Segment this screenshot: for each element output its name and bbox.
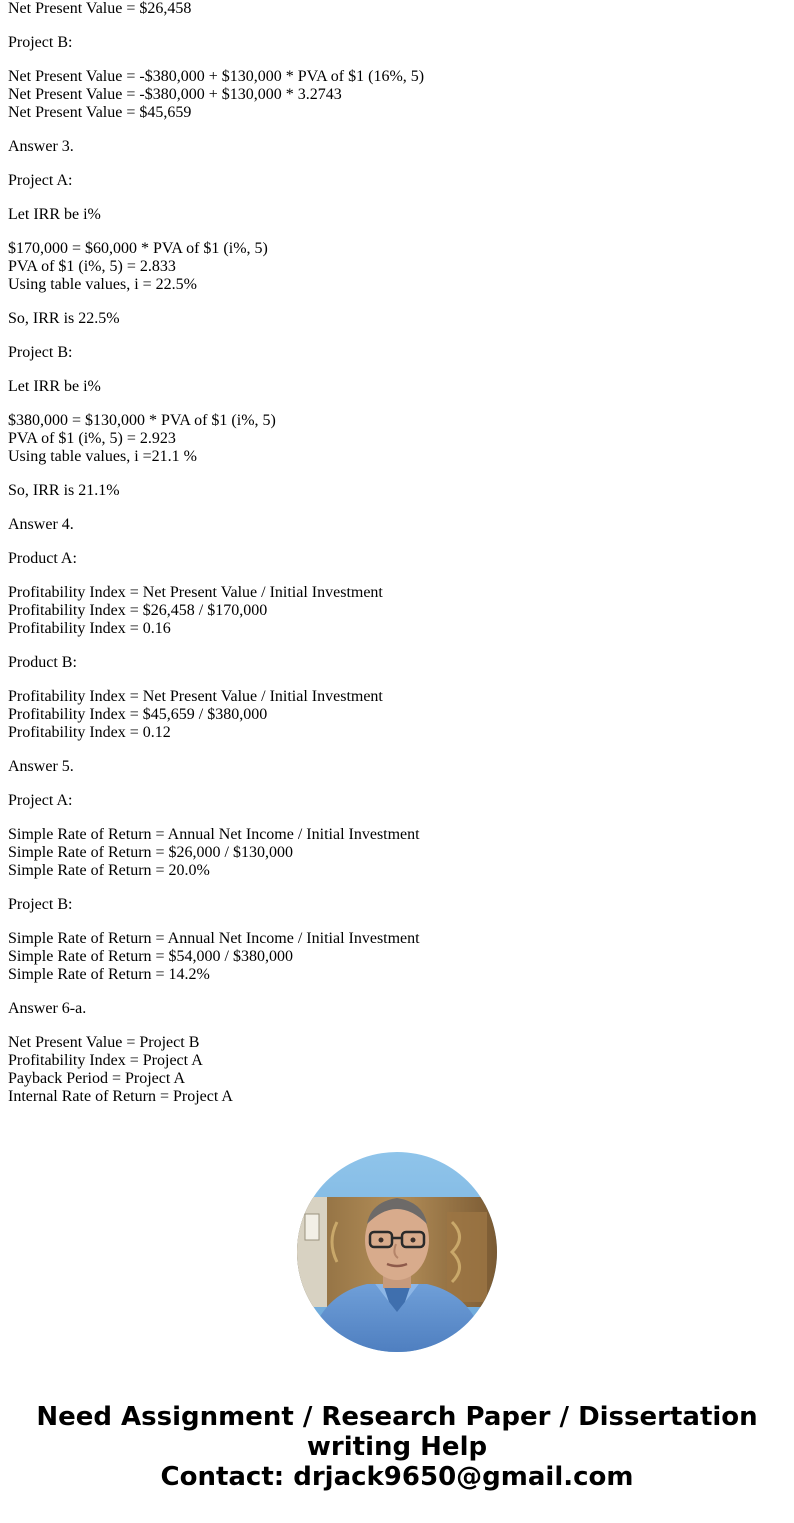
paragraph [8,516,778,534]
paragraph [8,1000,778,1018]
text-line: Project B: [8,344,73,361]
paragraph [8,34,778,52]
promo-headline-line: writing Help [306,1432,488,1462]
text-line: Project B: [8,896,73,913]
text-line: Net Present Value = $26,458 [8,0,192,17]
paragraph [8,758,778,776]
text-line: Internal Rate of Return = Project A [8,1088,233,1105]
text-line: Simple Rate of Return = $26,000 / $130,000 [8,844,293,861]
text-line: Answer 4. [8,516,74,533]
author-avatar [297,1152,497,1352]
contact-email-line: Contact: drjack9650@gmail.com [160,1462,634,1492]
paragraph [8,826,778,880]
text-line: Simple Rate of Return = 14.2% [8,966,210,983]
text-line: Simple Rate of Return = Annual Net Income / Initial Investment [8,930,420,947]
text-line: Project A: [8,172,73,189]
text-line: Net Present Value = -$380,000 + $130,000 * PVA of $1 (16%, 5) [8,68,425,85]
paragraph [8,344,778,362]
text-line: Simple Rate of Return = Annual Net Income / Initial Investment [8,826,420,843]
paragraph [8,584,778,638]
text-line: $380,000 = $130,000 * PVA of $1 (i%, 5) [8,412,276,429]
contact-banner [0,1402,794,1492]
text-line: Simple Rate of Return = $54,000 / $380,000 [8,948,293,965]
paragraph [8,792,778,810]
paragraph [8,68,778,122]
person-portrait-icon [297,1152,497,1352]
text-line: Let IRR be i% [8,206,101,223]
text-line: Profitability Index = Net Present Value / Initial Investment [8,584,383,601]
text-line: Net Present Value = -$380,000 + $130,000 * 3.2743 [8,86,342,103]
paragraph [8,930,778,984]
paragraph [8,688,778,742]
paragraph [8,412,778,466]
text-line: Using table values, i = 22.5% [8,276,197,293]
paragraph [8,482,778,500]
paragraph [8,0,778,18]
text-line: Answer 3. [8,138,74,155]
text-line: Let IRR be i% [8,378,101,395]
text-line: Project B: [8,34,73,51]
text-line: Profitability Index = Project A [8,1052,203,1069]
paragraph [8,550,778,568]
paragraph [8,206,778,224]
text-line: So, IRR is 21.1% [8,482,120,499]
text-line: Profitability Index = 0.16 [8,620,171,637]
text-line: Profitability Index = Net Present Value / Initial Investment [8,688,383,705]
text-line: Simple Rate of Return = 20.0% [8,862,210,879]
paragraph [8,240,778,294]
text-line: Payback Period = Project A [8,1070,185,1087]
text-line: PVA of $1 (i%, 5) = 2.923 [8,430,176,447]
promo-headline-line: Need Assignment / Research Paper / Dissertation [36,1402,758,1432]
text-line: Profitability Index = 0.12 [8,724,171,741]
text-line: Project A: [8,792,73,809]
text-line: Net Present Value = $45,659 [8,104,192,121]
solution-text [8,0,778,1122]
paragraph [8,138,778,156]
paragraph [8,310,778,328]
text-line: Profitability Index = $26,458 / $170,000 [8,602,268,619]
text-line: Profitability Index = $45,659 / $380,000 [8,706,268,723]
text-line: $170,000 = $60,000 * PVA of $1 (i%, 5) [8,240,268,257]
text-line: Product A: [8,550,77,567]
text-line: Answer 6-a. [8,1000,87,1017]
text-line: Answer 5. [8,758,74,775]
text-line: Net Present Value = Project B [8,1034,200,1051]
paragraph [8,1034,778,1106]
paragraph [8,172,778,190]
text-line: Using table values, i =21.1 % [8,448,197,465]
paragraph [8,896,778,914]
paragraph [8,654,778,672]
text-line: So, IRR is 22.5% [8,310,120,327]
text-line: PVA of $1 (i%, 5) = 2.833 [8,258,176,275]
text-line: Product B: [8,654,77,671]
paragraph [8,378,778,396]
